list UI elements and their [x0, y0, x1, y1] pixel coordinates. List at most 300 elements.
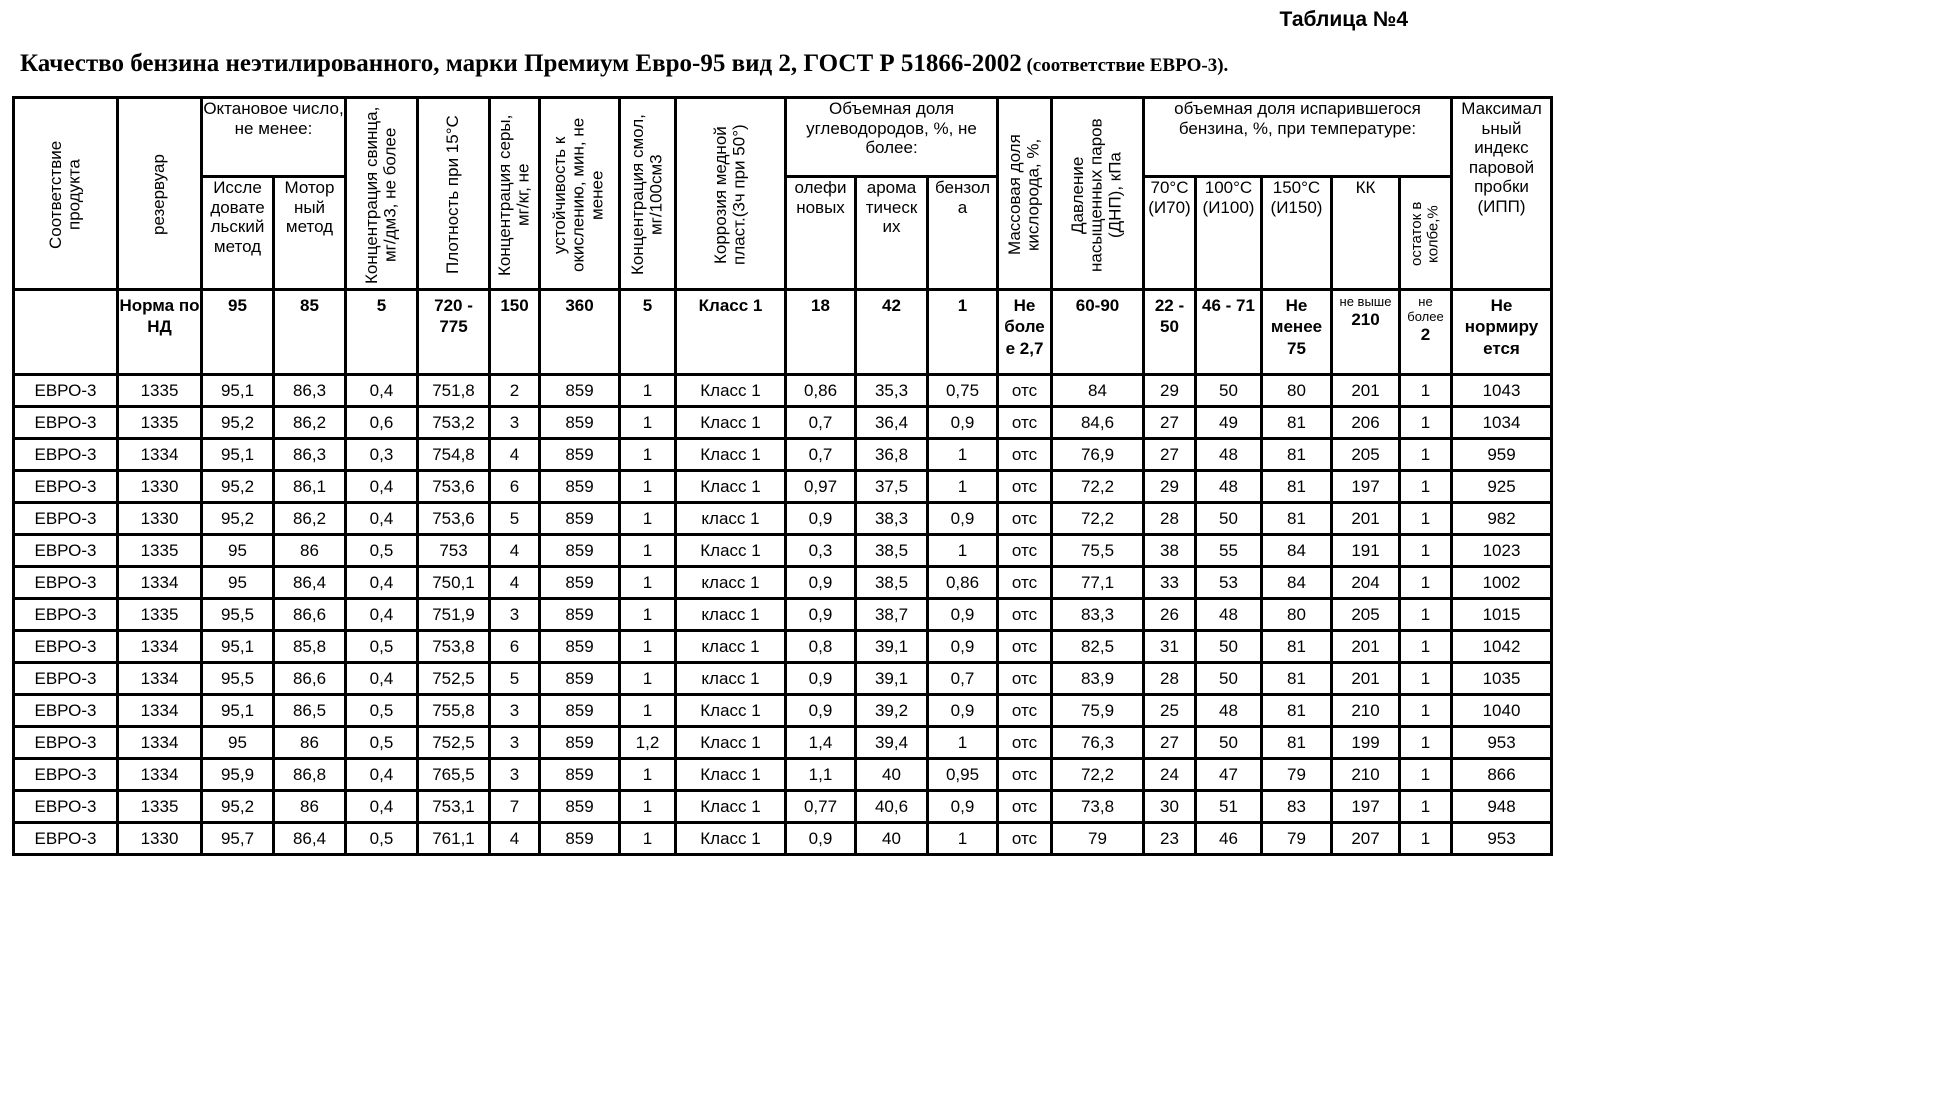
- cell-residue: 1: [1400, 439, 1452, 471]
- table-row: [14, 407, 1552, 439]
- cell-product: ЕВРО-3: [14, 759, 118, 791]
- header-density: Плотность при 15°С: [418, 98, 490, 290]
- header-product: Соответствие продукта: [14, 98, 118, 290]
- header-tank: резервуар: [118, 98, 202, 290]
- title-suffix: (соответствие ЕВРО-3).: [1022, 55, 1229, 76]
- cell-resins: 1: [620, 791, 676, 823]
- cell-benzene: 0,75: [928, 375, 998, 407]
- cell-oxidation: 859: [540, 535, 620, 567]
- cell-product: ЕВРО-3: [14, 663, 118, 695]
- cell-lead: 0,5: [346, 823, 418, 855]
- cell-vapor-pressure: 72,2: [1052, 759, 1144, 791]
- cell-olefins: 0,9: [786, 695, 856, 727]
- header-octane-group: Октановое число, не менее:: [202, 98, 346, 177]
- cell-e70: 27: [1144, 727, 1196, 759]
- cell-density: 753,2: [418, 407, 490, 439]
- cell-aromatics: 40,6: [856, 791, 928, 823]
- cell-lead: 0,3: [346, 439, 418, 471]
- cell-density: 753: [418, 535, 490, 567]
- cell-benzene: 0,9: [928, 599, 998, 631]
- table-row: [14, 823, 1552, 855]
- cell-density: 754,8: [418, 439, 490, 471]
- cell-sulfur: 4: [490, 439, 540, 471]
- cell-oxygen: отс: [998, 567, 1052, 599]
- cell-e100: 51: [1196, 791, 1262, 823]
- cell-octane-research: 95,2: [202, 503, 274, 535]
- cell-olefins: 0,7: [786, 407, 856, 439]
- cell-residue: 1: [1400, 759, 1452, 791]
- cell-corrosion: Класс 1: [676, 407, 786, 439]
- norm-e100: 46 - 71: [1196, 290, 1262, 375]
- cell-vli: 1043: [1452, 375, 1552, 407]
- cell-density: 765,5: [418, 759, 490, 791]
- cell-octane-motor: 86,5: [274, 695, 346, 727]
- cell-aromatics: 38,7: [856, 599, 928, 631]
- cell-e150: 84: [1262, 535, 1332, 567]
- cell-kk: 201: [1332, 631, 1400, 663]
- table-row: [14, 535, 1552, 567]
- cell-e70: 28: [1144, 663, 1196, 695]
- cell-benzene: 0,9: [928, 407, 998, 439]
- cell-aromatics: 38,5: [856, 535, 928, 567]
- header-e150: 150°С (И150): [1262, 177, 1332, 290]
- norm-olefins: 18: [786, 290, 856, 375]
- cell-density: 761,1: [418, 823, 490, 855]
- cell-product: ЕВРО-3: [14, 375, 118, 407]
- cell-e70: 27: [1144, 407, 1196, 439]
- cell-density: 752,5: [418, 727, 490, 759]
- norm-tank: Норма по НД: [118, 290, 202, 375]
- cell-corrosion: Класс 1: [676, 471, 786, 503]
- cell-octane-research: 95,2: [202, 407, 274, 439]
- cell-tank: 1330: [118, 471, 202, 503]
- cell-sulfur: 6: [490, 471, 540, 503]
- cell-sulfur: 6: [490, 631, 540, 663]
- cell-oxidation: 859: [540, 567, 620, 599]
- cell-vli: 1015: [1452, 599, 1552, 631]
- cell-oxidation: 859: [540, 663, 620, 695]
- norm-benzene: 1: [928, 290, 998, 375]
- header-hydrocarbons-group: Объемная доля углеводородов, %, не более:: [786, 98, 998, 177]
- cell-aromatics: 38,3: [856, 503, 928, 535]
- cell-kk: 199: [1332, 727, 1400, 759]
- cell-density: 751,9: [418, 599, 490, 631]
- cell-sulfur: 5: [490, 663, 540, 695]
- cell-octane-research: 95,2: [202, 471, 274, 503]
- header-octane-research: Иссле довате льский метод: [202, 177, 274, 290]
- cell-oxygen: отс: [998, 407, 1052, 439]
- cell-product: ЕВРО-3: [14, 791, 118, 823]
- cell-e100: 50: [1196, 375, 1262, 407]
- cell-olefins: 0,9: [786, 503, 856, 535]
- cell-kk: 205: [1332, 439, 1400, 471]
- cell-oxidation: 859: [540, 471, 620, 503]
- header-e100: 100°С (И100): [1196, 177, 1262, 290]
- cell-oxidation: 859: [540, 727, 620, 759]
- cell-e70: 33: [1144, 567, 1196, 599]
- cell-e70: 29: [1144, 375, 1196, 407]
- cell-oxidation: 859: [540, 631, 620, 663]
- cell-residue: 1: [1400, 567, 1452, 599]
- header-kk: КК: [1332, 177, 1400, 290]
- cell-vapor-pressure: 73,8: [1052, 791, 1144, 823]
- cell-vapor-pressure: 76,9: [1052, 439, 1144, 471]
- cell-oxidation: 859: [540, 599, 620, 631]
- norm-octane-research: 95: [202, 290, 274, 375]
- cell-e70: 27: [1144, 439, 1196, 471]
- cell-benzene: 1: [928, 823, 998, 855]
- cell-residue: 1: [1400, 407, 1452, 439]
- cell-product: ЕВРО-3: [14, 823, 118, 855]
- cell-tank: 1334: [118, 727, 202, 759]
- cell-olefins: 0,9: [786, 663, 856, 695]
- cell-e150: 81: [1262, 695, 1332, 727]
- cell-olefins: 0,9: [786, 567, 856, 599]
- table-row: [14, 631, 1552, 663]
- cell-e150: 81: [1262, 439, 1332, 471]
- cell-resins: 1: [620, 759, 676, 791]
- cell-residue: 1: [1400, 791, 1452, 823]
- cell-vli: 1034: [1452, 407, 1552, 439]
- cell-density: 752,5: [418, 663, 490, 695]
- cell-resins: 1: [620, 471, 676, 503]
- header-olefins: олефи новых: [786, 177, 856, 290]
- cell-vli: 1023: [1452, 535, 1552, 567]
- cell-corrosion: класс 1: [676, 663, 786, 695]
- cell-octane-motor: 85,8: [274, 631, 346, 663]
- header-sulfur: Концентрация серы, мг/кг, не: [490, 98, 540, 290]
- cell-oxygen: отс: [998, 727, 1052, 759]
- cell-residue: 1: [1400, 471, 1452, 503]
- cell-aromatics: 39,2: [856, 695, 928, 727]
- cell-vapor-pressure: 83,3: [1052, 599, 1144, 631]
- cell-oxidation: 859: [540, 695, 620, 727]
- cell-resins: 1: [620, 663, 676, 695]
- cell-vli: 959: [1452, 439, 1552, 471]
- cell-oxidation: 859: [540, 823, 620, 855]
- cell-tank: 1335: [118, 535, 202, 567]
- document-title: [20, 50, 1228, 78]
- cell-octane-research: 95: [202, 535, 274, 567]
- cell-benzene: 0,7: [928, 663, 998, 695]
- cell-olefins: 0,86: [786, 375, 856, 407]
- cell-e100: 50: [1196, 727, 1262, 759]
- cell-corrosion: Класс 1: [676, 439, 786, 471]
- cell-sulfur: 4: [490, 567, 540, 599]
- cell-tank: 1334: [118, 759, 202, 791]
- header-residue: остаток в колбе,%: [1400, 177, 1452, 290]
- cell-vapor-pressure: 76,3: [1052, 727, 1144, 759]
- cell-resins: 1: [620, 375, 676, 407]
- cell-benzene: 0,9: [928, 503, 998, 535]
- cell-residue: 1: [1400, 663, 1452, 695]
- cell-oxygen: отс: [998, 695, 1052, 727]
- cell-oxygen: отс: [998, 759, 1052, 791]
- cell-resins: 1: [620, 695, 676, 727]
- cell-product: ЕВРО-3: [14, 567, 118, 599]
- cell-vapor-pressure: 77,1: [1052, 567, 1144, 599]
- cell-octane-research: 95: [202, 567, 274, 599]
- cell-vli: 925: [1452, 471, 1552, 503]
- norm-resins: 5: [620, 290, 676, 375]
- cell-e150: 79: [1262, 823, 1332, 855]
- cell-lead: 0,5: [346, 727, 418, 759]
- cell-density: 753,6: [418, 503, 490, 535]
- cell-e150: 79: [1262, 759, 1332, 791]
- header-vapor-pressure: Давление насыщенных паров (ДНП), кПа: [1052, 98, 1144, 290]
- cell-e70: 25: [1144, 695, 1196, 727]
- cell-e70: 24: [1144, 759, 1196, 791]
- cell-lead: 0,4: [346, 375, 418, 407]
- cell-octane-motor: 86,3: [274, 439, 346, 471]
- cell-e150: 81: [1262, 727, 1332, 759]
- cell-e150: 80: [1262, 599, 1332, 631]
- cell-resins: 1: [620, 535, 676, 567]
- cell-octane-research: 95,1: [202, 695, 274, 727]
- cell-lead: 0,4: [346, 791, 418, 823]
- cell-octane-motor: 86,8: [274, 759, 346, 791]
- cell-benzene: 0,9: [928, 631, 998, 663]
- cell-sulfur: 3: [490, 695, 540, 727]
- cell-density: 753,1: [418, 791, 490, 823]
- cell-product: ЕВРО-3: [14, 439, 118, 471]
- cell-tank: 1335: [118, 599, 202, 631]
- cell-aromatics: 36,8: [856, 439, 928, 471]
- cell-corrosion: Класс 1: [676, 759, 786, 791]
- cell-vapor-pressure: 79: [1052, 823, 1144, 855]
- cell-aromatics: 39,1: [856, 663, 928, 695]
- cell-oxygen: отс: [998, 823, 1052, 855]
- norm-product: [14, 290, 118, 375]
- cell-vapor-pressure: 84: [1052, 375, 1144, 407]
- cell-olefins: 0,3: [786, 535, 856, 567]
- cell-sulfur: 7: [490, 791, 540, 823]
- cell-vli: 953: [1452, 823, 1552, 855]
- table-row: [14, 503, 1552, 535]
- cell-octane-motor: 86,2: [274, 503, 346, 535]
- cell-resins: 1: [620, 503, 676, 535]
- norm-row: [14, 290, 1552, 375]
- norm-corrosion: Класс 1: [676, 290, 786, 375]
- norm-e150: Не менее 75: [1262, 290, 1332, 375]
- cell-tank: 1334: [118, 567, 202, 599]
- cell-corrosion: Класс 1: [676, 375, 786, 407]
- cell-vapor-pressure: 84,6: [1052, 407, 1144, 439]
- table-row: [14, 663, 1552, 695]
- cell-product: ЕВРО-3: [14, 503, 118, 535]
- cell-vli: 948: [1452, 791, 1552, 823]
- cell-benzene: 0,9: [928, 695, 998, 727]
- cell-kk: 201: [1332, 375, 1400, 407]
- cell-aromatics: 40: [856, 759, 928, 791]
- cell-octane-motor: 86,6: [274, 663, 346, 695]
- cell-corrosion: Класс 1: [676, 535, 786, 567]
- cell-kk: 205: [1332, 599, 1400, 631]
- cell-e100: 49: [1196, 407, 1262, 439]
- cell-product: ЕВРО-3: [14, 631, 118, 663]
- norm-oxidation: 360: [540, 290, 620, 375]
- cell-kk: 197: [1332, 471, 1400, 503]
- cell-corrosion: класс 1: [676, 567, 786, 599]
- cell-vli: 953: [1452, 727, 1552, 759]
- cell-kk: 201: [1332, 663, 1400, 695]
- cell-residue: 1: [1400, 599, 1452, 631]
- header-resins: Концентрация смол, мг/100см3: [620, 98, 676, 290]
- cell-density: 753,8: [418, 631, 490, 663]
- header-evaporated-group: объемная доля испарившегося бензина, %, при температуре:: [1144, 98, 1452, 177]
- cell-corrosion: Класс 1: [676, 791, 786, 823]
- cell-benzene: 1: [928, 471, 998, 503]
- cell-e70: 29: [1144, 471, 1196, 503]
- gasoline-quality-table: [12, 96, 1553, 856]
- table-number: Таблица №4: [1280, 8, 1408, 32]
- cell-product: ЕВРО-3: [14, 535, 118, 567]
- cell-e100: 48: [1196, 471, 1262, 503]
- cell-lead: 0,6: [346, 407, 418, 439]
- cell-benzene: 1: [928, 439, 998, 471]
- cell-tank: 1334: [118, 439, 202, 471]
- cell-vli: 1042: [1452, 631, 1552, 663]
- norm-kk: не выше 210: [1332, 290, 1400, 375]
- cell-oxidation: 859: [540, 791, 620, 823]
- cell-residue: 1: [1400, 375, 1452, 407]
- norm-residue: не более 2: [1400, 290, 1452, 375]
- header-vli: Максимал ьный индекс паровой пробки (ИПП): [1452, 98, 1552, 290]
- cell-vapor-pressure: 75,5: [1052, 535, 1144, 567]
- cell-oxygen: отс: [998, 663, 1052, 695]
- cell-octane-motor: 86,1: [274, 471, 346, 503]
- cell-octane-motor: 86,6: [274, 599, 346, 631]
- cell-octane-research: 95,5: [202, 599, 274, 631]
- norm-octane-motor: 85: [274, 290, 346, 375]
- cell-benzene: 0,9: [928, 791, 998, 823]
- header-benzene: бензол а: [928, 177, 998, 290]
- cell-sulfur: 3: [490, 407, 540, 439]
- table-row: [14, 727, 1552, 759]
- header-aromatics: арома тическ их: [856, 177, 928, 290]
- norm-vapor-pressure: 60-90: [1052, 290, 1144, 375]
- cell-octane-research: 95,7: [202, 823, 274, 855]
- cell-oxygen: отс: [998, 791, 1052, 823]
- cell-kk: 210: [1332, 759, 1400, 791]
- cell-resins: 1: [620, 407, 676, 439]
- cell-lead: 0,4: [346, 503, 418, 535]
- cell-resins: 1: [620, 599, 676, 631]
- cell-vapor-pressure: 72,2: [1052, 471, 1144, 503]
- cell-oxygen: отс: [998, 503, 1052, 535]
- cell-e70: 38: [1144, 535, 1196, 567]
- cell-olefins: 0,9: [786, 823, 856, 855]
- table-row: [14, 471, 1552, 503]
- cell-e100: 48: [1196, 599, 1262, 631]
- cell-octane-motor: 86,2: [274, 407, 346, 439]
- cell-benzene: 0,95: [928, 759, 998, 791]
- norm-oxygen: Не боле е 2,7: [998, 290, 1052, 375]
- norm-density: 720 - 775: [418, 290, 490, 375]
- norm-vli: Не нормиру ется: [1452, 290, 1552, 375]
- header-row-1: [14, 98, 1552, 177]
- cell-oxygen: отс: [998, 471, 1052, 503]
- cell-kk: 197: [1332, 791, 1400, 823]
- cell-octane-motor: 86,3: [274, 375, 346, 407]
- cell-tank: 1330: [118, 503, 202, 535]
- cell-density: 751,8: [418, 375, 490, 407]
- cell-e70: 31: [1144, 631, 1196, 663]
- cell-lead: 0,4: [346, 567, 418, 599]
- cell-sulfur: 5: [490, 503, 540, 535]
- cell-vapor-pressure: 75,9: [1052, 695, 1144, 727]
- cell-aromatics: 40: [856, 823, 928, 855]
- cell-oxidation: 859: [540, 375, 620, 407]
- cell-vli: 866: [1452, 759, 1552, 791]
- cell-corrosion: класс 1: [676, 503, 786, 535]
- cell-octane-research: 95,2: [202, 791, 274, 823]
- cell-kk: 206: [1332, 407, 1400, 439]
- norm-lead: 5: [346, 290, 418, 375]
- cell-tank: 1335: [118, 375, 202, 407]
- cell-oxygen: отс: [998, 599, 1052, 631]
- cell-lead: 0,5: [346, 695, 418, 727]
- cell-olefins: 0,8: [786, 631, 856, 663]
- cell-e100: 50: [1196, 631, 1262, 663]
- cell-sulfur: 4: [490, 535, 540, 567]
- cell-e100: 55: [1196, 535, 1262, 567]
- cell-octane-motor: 86,4: [274, 567, 346, 599]
- cell-tank: 1334: [118, 663, 202, 695]
- cell-aromatics: 39,4: [856, 727, 928, 759]
- header-octane-motor: Мотор ный метод: [274, 177, 346, 290]
- cell-oxidation: 859: [540, 439, 620, 471]
- cell-kk: 191: [1332, 535, 1400, 567]
- cell-olefins: 1,1: [786, 759, 856, 791]
- cell-corrosion: класс 1: [676, 599, 786, 631]
- cell-benzene: 1: [928, 535, 998, 567]
- cell-product: ЕВРО-3: [14, 407, 118, 439]
- table-row: [14, 791, 1552, 823]
- cell-residue: 1: [1400, 503, 1452, 535]
- cell-e100: 50: [1196, 663, 1262, 695]
- cell-e70: 23: [1144, 823, 1196, 855]
- cell-kk: 207: [1332, 823, 1400, 855]
- cell-octane-motor: 86: [274, 791, 346, 823]
- cell-density: 753,6: [418, 471, 490, 503]
- cell-octane-research: 95,1: [202, 439, 274, 471]
- table-row: [14, 695, 1552, 727]
- cell-corrosion: Класс 1: [676, 727, 786, 759]
- cell-octane-research: 95: [202, 727, 274, 759]
- cell-aromatics: 39,1: [856, 631, 928, 663]
- cell-olefins: 0,77: [786, 791, 856, 823]
- cell-vli: 982: [1452, 503, 1552, 535]
- cell-residue: 1: [1400, 695, 1452, 727]
- cell-resins: 1,2: [620, 727, 676, 759]
- cell-resins: 1: [620, 823, 676, 855]
- header-oxidation: устойчивость к окислению, мин, не менее: [540, 98, 620, 290]
- cell-e100: 48: [1196, 695, 1262, 727]
- cell-residue: 1: [1400, 631, 1452, 663]
- cell-olefins: 0,97: [786, 471, 856, 503]
- cell-lead: 0,5: [346, 631, 418, 663]
- cell-e150: 81: [1262, 407, 1332, 439]
- cell-residue: 1: [1400, 535, 1452, 567]
- cell-corrosion: Класс 1: [676, 823, 786, 855]
- cell-e150: 81: [1262, 663, 1332, 695]
- cell-tank: 1330: [118, 823, 202, 855]
- cell-vapor-pressure: 83,9: [1052, 663, 1144, 695]
- norm-sulfur: 150: [490, 290, 540, 375]
- cell-aromatics: 36,4: [856, 407, 928, 439]
- cell-e100: 50: [1196, 503, 1262, 535]
